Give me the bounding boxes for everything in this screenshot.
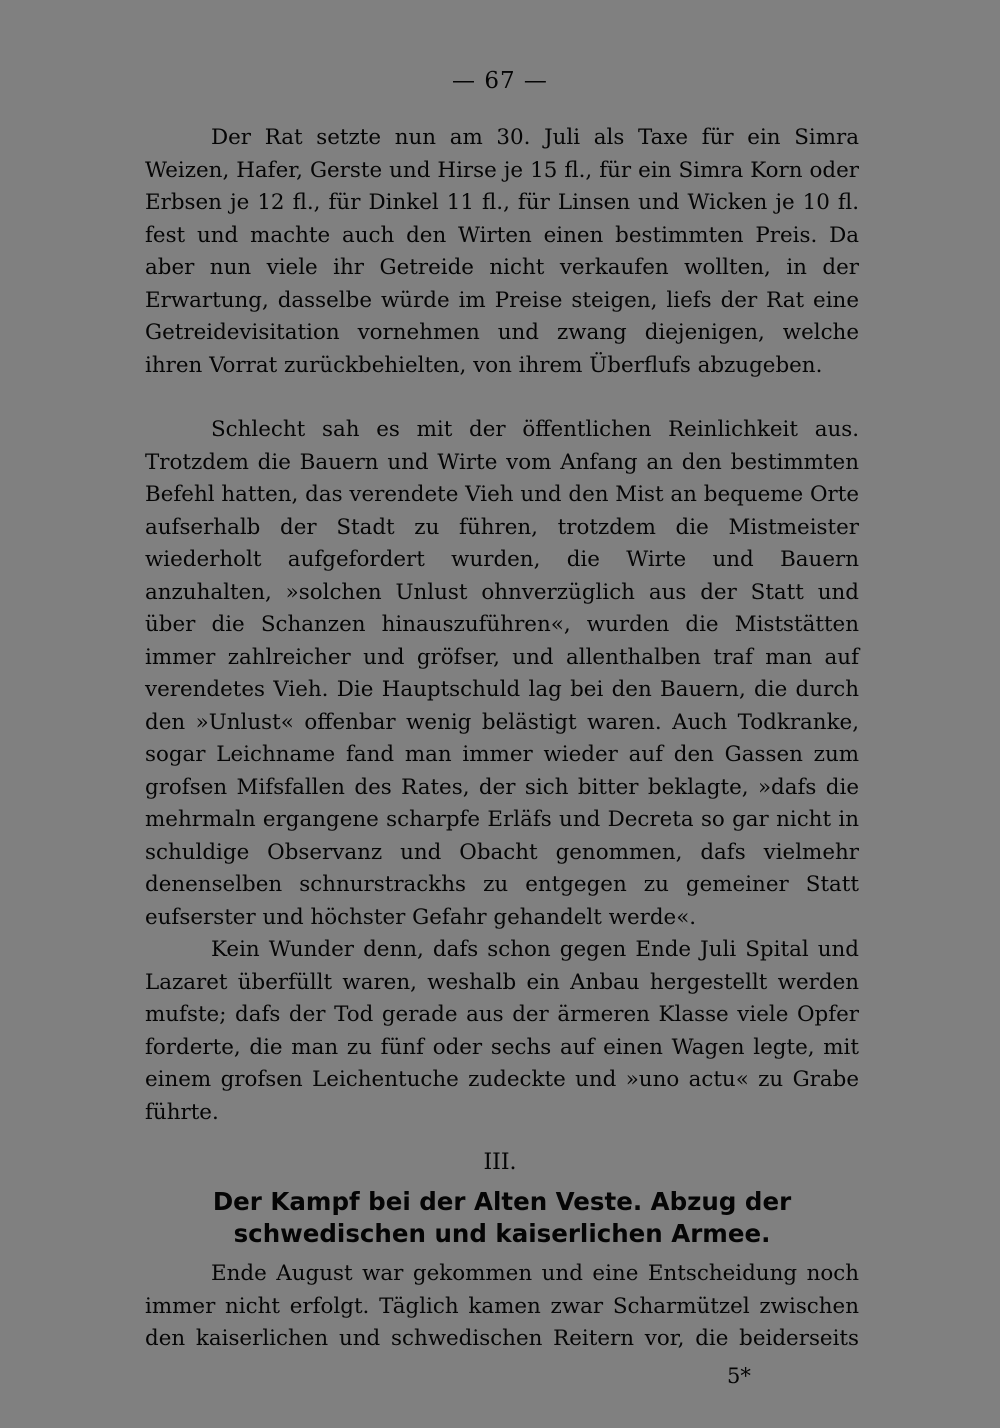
section-paragraph-1-text: Ende August war gekommen und eine Entscheidung noch immer nicht erfolgt. Täglich kamen zwar Scharmützel zwischen den kaiserlichen und schwedischen Reitern vor, die beiderseits [145, 1261, 859, 1351]
section-paragraph-1 [145, 1258, 859, 1356]
page-number: — 67 — [452, 68, 548, 94]
paragraph-1 [145, 122, 859, 382]
section-number: III. [483, 1150, 517, 1175]
signature-mark: 5* [727, 1364, 751, 1388]
paragraph-3-text: Kein Wunder denn, dafs schon gegen Ende Juli Spital und Lazaret überfüllt waren, weshalb ein Anbau hergestellt werden mufste; dafs der Tod gerade aus der ärmeren Klasse viele Opfer forderte, die man zu fünf oder sechs auf einen Wagen legte, mit einem grofsen Leichentuche zudeckte und »uno actu« zu Grabe führte. [145, 937, 859, 1125]
paragraph-3 [145, 934, 859, 1129]
paragraph-2-text: Schlecht sah es mit der öffentlichen Reinlichkeit aus. Trotzdem die Bauern und Wirte vom Anfang an den bestimmten Befehl hatten, das verendete Vieh und den Mist an bequeme Orte aufserhalb der Stadt zu führen, trotzdem die Mistmeister wiederholt aufgefordert wurden, die Wirte und Bauern anzuhalten, »solchen Unlust ohnverzüglich aus der Statt und über die Schanzen hinauszuführen«, wurden die Miststätten immer zahlreicher und gröfser, und allenthalben traf man auf verendetes Vieh. Die Hauptschuld lag bei den Bauern, die durch den »Unlust« offenbar wenig belästigt waren. Auch Todkranke, sogar Leichname fand man immer wieder auf den Gassen zum grofsen Mifsfallen des Rates, der sich bitter beklagte, »dafs die mehrmaln ergangene scharpfe Erläfs und Decreta so gar nicht in schuldige Observanz und Obacht genommen, dafs vielmehr denenselben schnurstrackhs zu entgegen zu gemeiner Statt eufserster und höchster Gefahr gehandelt werde«. [145, 417, 859, 930]
paragraph-2 [145, 414, 859, 934]
paragraph-1-text: Der Rat setzte nun am 30. Juli als Taxe für ein Simra Weizen, Hafer, Gerste und Hirse je 15 fl., für ein Simra Korn oder Erbsen je 12 fl., für Dinkel 11 fl., für Linsen und Wicken je 10 fl. fest und machte auch den Wirten einen bestimmten Preis. Da aber nun viele ihr Getreide nicht verkaufen wollten, in der Erwartung, dasselbe würde im Preise steigen, liefs der Rat eine Getreidevisitation vornehmen und zwang diejenigen, welche ihren Vorrat zurückbehielten, von ihrem Überflufs abzugeben. [145, 125, 859, 378]
section-title: Der Kampf bei der Alten Veste. Abzug der schwedischen und kaiserlichen Armee. [212, 1187, 792, 1248]
